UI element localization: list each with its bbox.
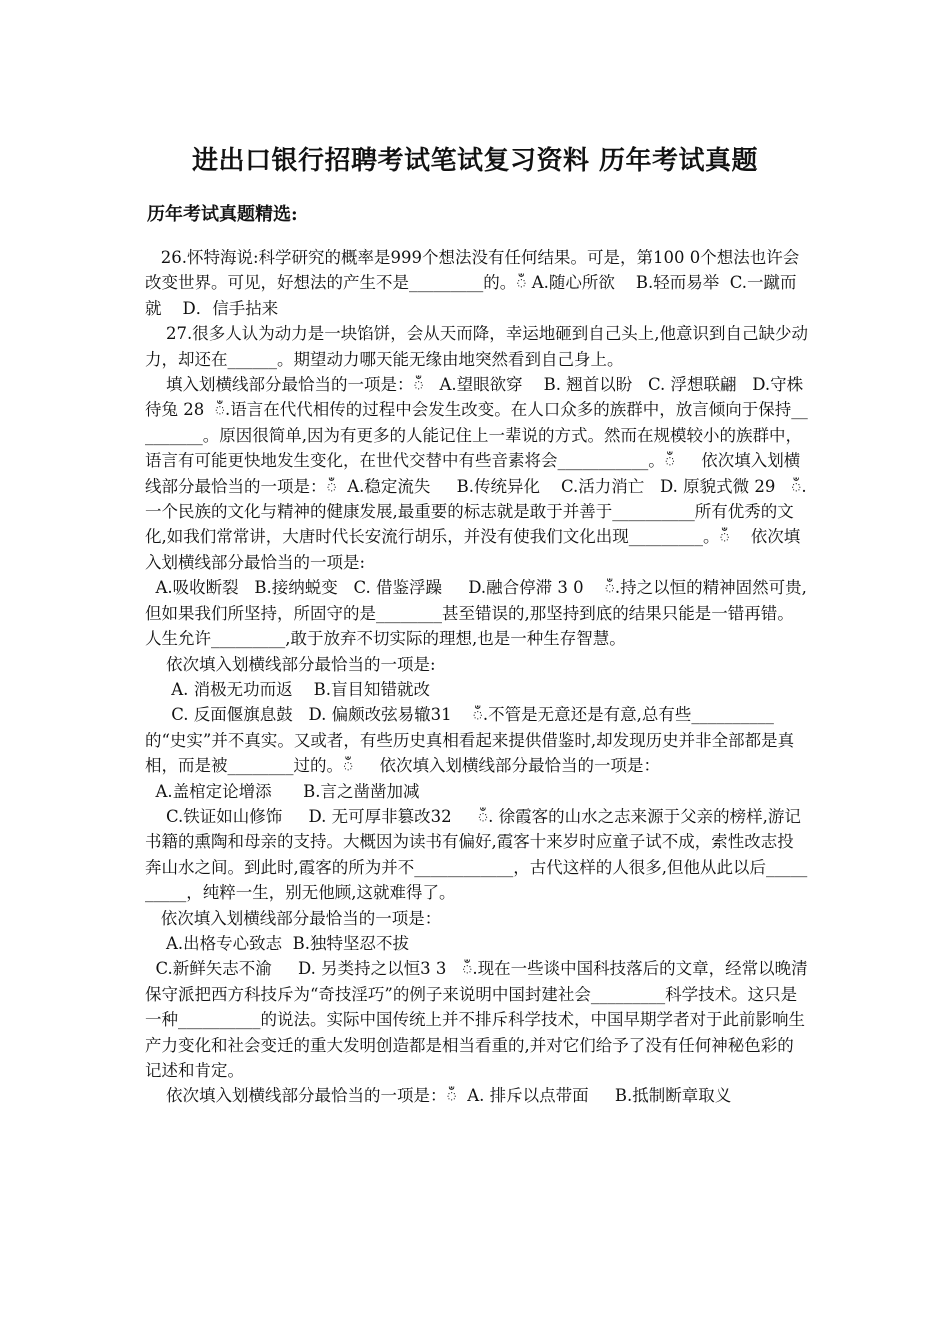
paragraph: C.铁证如山修饰 D. 无可厚非篡改32 ඁ. 徐霞客的山水之志来源于父亲的榜样,游记书籍的熏陶和母亲的支持。大概因为读书有偏好,霞客十来岁时应童子试不成，索性改志投奔山水之间。到此时,霞客的所为并不____________，古代这样的人很多,但他从此以后__________，纯粹一生，别无他顾,这就难得了。	[145, 806, 808, 903]
paragraph: C.新鲜矢志不渝 D. 另类持之以恒3 3 ඁ.现在一些谈中国科技落后的文章，经常以晚清保守派把西方科技斥为“奇技淫巧”的例子来说明中国封建社会_________科学技术。这只是一种__________的说法。实际中国传统上并不排斥科学技术，中国早期学者对于此前影响生产力变化和社会变迁的重大发明创造都是相当看重的,并对它们给予了没有任何神秘色彩的记述和肯定。	[145, 959, 808, 1080]
paragraph: 依次填入划横线部分最恰当的一项是：ඁ A. 排斥以点带面 B.抵制断章取义	[145, 1086, 732, 1106]
paragraph: A. 消极无功而返 B.盲目知错就改	[145, 679, 430, 699]
paragraph: A.出格专心致志 B.独特坚忍不拔	[145, 933, 410, 953]
paragraph: C. 反面偃旗息鼓 D. 偏颇改弦易辙31 ඁ.不管是无意还是有意,总有些__________的“史实”并不真实。又或者，有些历史真相看起来提供借鉴时,却发现历史并非全部都是真相，而是被________过的。ඁ 依次填入划横线部分最恰当的一项是：	[145, 705, 795, 776]
paragraph: 依次填入划横线部分最恰当的一项是：	[145, 908, 442, 928]
page-title: 进出口银行招聘考试笔试复习资料 历年考试真题	[191, 146, 759, 176]
paragraph: 依次填入划横线部分最恰当的一项是:	[145, 654, 436, 674]
section-heading: 历年考试真题精选:	[147, 204, 298, 225]
paragraph: 26.怀特海说:科学研究的概率是999个想法没有任何结果。可是，第100 0个想法也许会改变世界。可见，好想法的产生不是_________的。ඁ A.随心所欲 B.轻而易举 C.一蹴而就 D．信手拈来	[145, 248, 800, 318]
paragraph: 填入划横线部分最恰当的一项是：ඁ A.望眼欲穿 B. 翘首以盼 C. 浮想联翩 D.守株待兔 28 ඁ.语言在代代相传的过程中会发生改变。在人口众多的族群中，放言倾向于保持_________。原因很简单,因为有更多的人能记住上一辈说的方式。然而在规模较小的族群中，语言有可能更快地发生变化，在世代交替中有些音素将会___________。ඁ 依次填入划横线部分最恰当的一项是：ඁ A.稳定流失 B.传统异化 C.活力消亡 D. 原貌式微 29 ඁ.一个民族的文化与精神的健康发展,最重要的标志就是敢于并善于__________所有优秀的文化,如我们常常讲，大唐时代长安流行胡乐，并没有使我们文化出现_________。ඁ 依次填入划横线部分最恰当的一项是:	[145, 375, 808, 572]
paragraph: A.吸收断裂 B.接纳蜕变 C. 借鉴浮躁 D.融合停滞 3 0 ඁ.持之以恒的精神固然可贵,但如果我们所坚持，所固守的是________甚至错误的,那坚持到底的结果只能是一错再错。人生允许_________,敢于放弃不切实际的理想,也是一种生存智慧。	[145, 578, 807, 649]
question-body	[145, 245, 810, 1109]
paragraph: A.盖棺定论增添 B.言之凿凿加减	[145, 781, 420, 801]
paragraph: 27.很多人认为动力是一块馅饼，会从天而降，幸运地砸到自己头上,他意识到自己缺少动力，却还在______。期望动力哪天能无缘由地突然看到自己身上。	[145, 324, 808, 369]
